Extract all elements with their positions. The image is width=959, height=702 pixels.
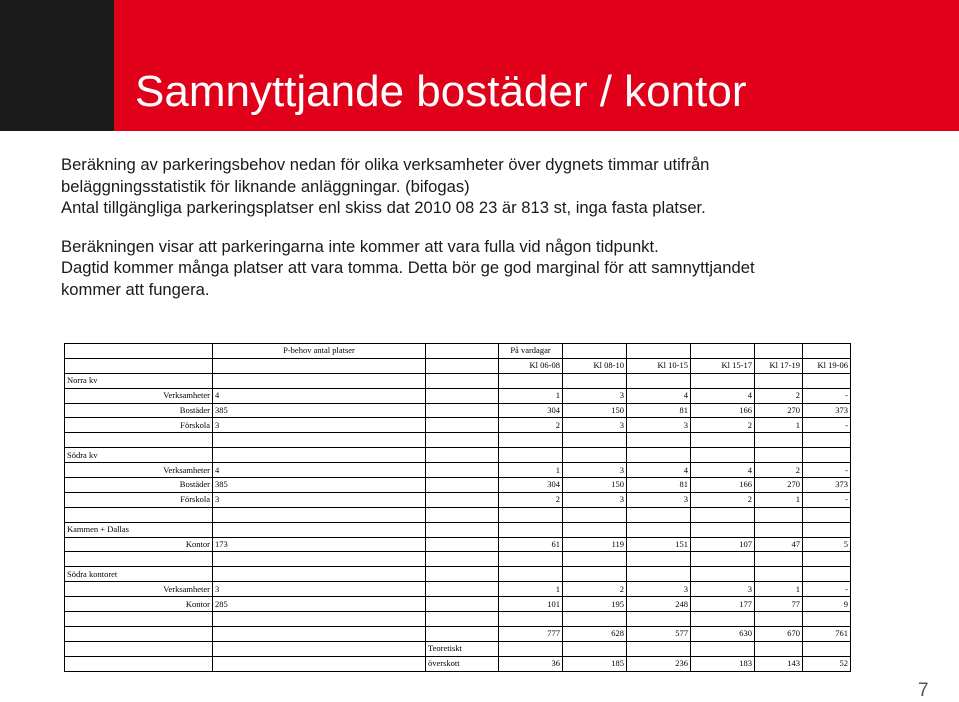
spacer-row [65, 507, 851, 522]
group-name: Kammen + Dallas [65, 522, 213, 537]
group-row [65, 373, 851, 388]
table-cell-empty [426, 463, 499, 478]
row-label: Kontor [65, 597, 213, 612]
overskott-value: 143 [755, 656, 803, 671]
table-cell-empty [65, 507, 213, 522]
data-row [65, 463, 851, 478]
time-value: 270 [755, 403, 803, 418]
table-cell-empty [65, 344, 213, 359]
table-cell-empty [65, 358, 213, 373]
table-cell-empty [691, 448, 755, 463]
row-label: Verksamheter [65, 388, 213, 403]
table-cell-empty [563, 522, 627, 537]
table-cell-empty [691, 567, 755, 582]
overskott-value: 36 [499, 656, 563, 671]
time-value: 2 [755, 463, 803, 478]
overskott-value: 236 [627, 656, 691, 671]
table-cell-empty [65, 626, 213, 641]
table-cell-empty [627, 507, 691, 522]
time-value: 270 [755, 478, 803, 493]
table-cell-empty [803, 448, 851, 463]
table-cell-empty [65, 612, 213, 627]
text-line: beläggningsstatistik för liknande anläggningar. (bifogas) [61, 176, 470, 196]
time-value: 3 [563, 492, 627, 507]
table-cell-empty [426, 344, 499, 359]
data-row [65, 478, 851, 493]
table-cell-empty [426, 612, 499, 627]
table-cell-empty [426, 358, 499, 373]
time-value: 1 [755, 418, 803, 433]
table-cell-empty [755, 448, 803, 463]
time-value: 195 [563, 597, 627, 612]
time-value: 150 [563, 478, 627, 493]
data-row [65, 537, 851, 552]
header-dark-block [0, 0, 114, 131]
parking-table [64, 343, 851, 672]
table-cell-empty [627, 641, 691, 656]
total-value: 577 [627, 626, 691, 641]
time-value: 3 [691, 582, 755, 597]
table-cell-empty [627, 373, 691, 388]
pbehov-value: 173 [213, 537, 426, 552]
table-cell-empty [627, 433, 691, 448]
time-header: Kl 10-15 [627, 358, 691, 373]
text-line: Beräkningen visar att parkeringarna inte kommer att vara fulla vid någon tidpunkt. [61, 236, 659, 256]
pbehov-value: 4 [213, 388, 426, 403]
table-cell-empty [803, 522, 851, 537]
table-cell-empty [691, 612, 755, 627]
pbehov-value: 285 [213, 597, 426, 612]
table-cell-empty [426, 418, 499, 433]
time-header: Kl 06-08 [499, 358, 563, 373]
time-value: 3 [627, 582, 691, 597]
group-name: Södra kv [65, 448, 213, 463]
table-cell-empty [213, 448, 426, 463]
table-cell-empty [755, 567, 803, 582]
time-value: 2 [691, 418, 755, 433]
table-cell-empty [213, 433, 426, 448]
pbehov-value: 385 [213, 478, 426, 493]
table-cell-empty [213, 373, 426, 388]
time-header: Kl 19-06 [803, 358, 851, 373]
table-cell-empty [755, 612, 803, 627]
table-cell-empty [627, 344, 691, 359]
table-cell-empty [213, 641, 426, 656]
table-cell-empty [426, 537, 499, 552]
table-cell-empty [65, 641, 213, 656]
time-value: - [803, 463, 851, 478]
table-cell-empty [627, 448, 691, 463]
data-row [65, 388, 851, 403]
overskott-value: 52 [803, 656, 851, 671]
time-value: 373 [803, 478, 851, 493]
time-value: 101 [499, 597, 563, 612]
table-cell-empty [627, 522, 691, 537]
time-value: 77 [755, 597, 803, 612]
time-value: 3 [563, 418, 627, 433]
group-name: Norra kv [65, 373, 213, 388]
row-label: Verksamheter [65, 463, 213, 478]
table-cell-empty [563, 567, 627, 582]
vardagar-header: På vardagar [499, 344, 563, 359]
table-cell-empty [65, 656, 213, 671]
table-cell-empty [426, 522, 499, 537]
pbehov-value: 3 [213, 418, 426, 433]
table-cell-empty [426, 388, 499, 403]
table-cell-empty [627, 567, 691, 582]
table-cell-empty [563, 552, 627, 567]
table-cell-empty [426, 582, 499, 597]
row-label: Förskola [65, 492, 213, 507]
time-value: 151 [627, 537, 691, 552]
group-name: Södra kontoret [65, 567, 213, 582]
table-cell-empty [213, 552, 426, 567]
time-value: 304 [499, 403, 563, 418]
table-cell-empty [426, 478, 499, 493]
table-cell-empty [691, 552, 755, 567]
time-value: 4 [691, 388, 755, 403]
time-value: 4 [627, 463, 691, 478]
time-value: 9 [803, 597, 851, 612]
time-value: 61 [499, 537, 563, 552]
time-value: - [803, 582, 851, 597]
table-cell-empty [499, 567, 563, 582]
table-cell-empty [426, 507, 499, 522]
table-cell-empty [691, 641, 755, 656]
table-cell-empty [803, 641, 851, 656]
table-cell-empty [755, 507, 803, 522]
table-cell-empty [499, 522, 563, 537]
table-cell-empty [563, 433, 627, 448]
time-value: 4 [627, 388, 691, 403]
table-cell-empty [563, 448, 627, 463]
table-cell-empty [691, 522, 755, 537]
table-cell-empty [563, 344, 627, 359]
data-row [65, 418, 851, 433]
time-value: 3 [563, 463, 627, 478]
time-value: 177 [691, 597, 755, 612]
table-cell-empty [65, 433, 213, 448]
table-cell-empty [499, 552, 563, 567]
table-cell-empty [755, 552, 803, 567]
slide-number: 7 [918, 680, 929, 701]
table-cell-empty [213, 358, 426, 373]
table-cell-empty [803, 507, 851, 522]
overskott-value: 185 [563, 656, 627, 671]
group-row [65, 448, 851, 463]
row-label: Förskola [65, 418, 213, 433]
slide-title: Samnyttjande bostäder / kontor [135, 67, 747, 116]
data-row [65, 582, 851, 597]
time-value: 119 [563, 537, 627, 552]
pbehov-header: P-behov antal platser [213, 344, 426, 359]
table-cell-empty [627, 612, 691, 627]
table-cell-empty [803, 433, 851, 448]
time-value: 166 [691, 403, 755, 418]
time-value: 248 [627, 597, 691, 612]
table-cell-empty [426, 492, 499, 507]
table-cell-empty [499, 641, 563, 656]
total-value: 670 [755, 626, 803, 641]
time-value: - [803, 492, 851, 507]
time-value: 47 [755, 537, 803, 552]
body-text [61, 154, 941, 300]
pbehov-value: 4 [213, 463, 426, 478]
pbehov-value: 3 [213, 582, 426, 597]
row-label: Bostäder [65, 478, 213, 493]
data-row [65, 403, 851, 418]
header-row [65, 344, 851, 359]
group-row [65, 567, 851, 582]
table-cell-empty [499, 373, 563, 388]
table-cell-empty [691, 344, 755, 359]
table-cell-empty [803, 373, 851, 388]
pbehov-value: 385 [213, 403, 426, 418]
table-cell-empty [213, 656, 426, 671]
table-cell-empty [426, 626, 499, 641]
time-value: 81 [627, 403, 691, 418]
total-value: 628 [563, 626, 627, 641]
time-value: - [803, 388, 851, 403]
table-cell-empty [691, 507, 755, 522]
table-cell-empty [563, 373, 627, 388]
table-cell-empty [755, 433, 803, 448]
time-value: 5 [803, 537, 851, 552]
table-cell-empty [426, 552, 499, 567]
time-value: 304 [499, 478, 563, 493]
table-cell-empty [803, 612, 851, 627]
table-cell-empty [499, 612, 563, 627]
time-value: 2 [755, 388, 803, 403]
table-cell-empty [691, 373, 755, 388]
table-cell-empty [755, 344, 803, 359]
row-label: Bostäder [65, 403, 213, 418]
time-value: 2 [499, 418, 563, 433]
time-value: 2 [499, 492, 563, 507]
time-value: 3 [627, 418, 691, 433]
overskott-label: överskott [426, 656, 499, 671]
table-cell-empty [213, 626, 426, 641]
table-cell-empty [803, 567, 851, 582]
overskott-value: 183 [691, 656, 755, 671]
time-value: 2 [563, 582, 627, 597]
time-value: 166 [691, 478, 755, 493]
time-value: 1 [755, 582, 803, 597]
pbehov-value: 3 [213, 492, 426, 507]
time-value: 81 [627, 478, 691, 493]
time-value: 373 [803, 403, 851, 418]
table-cell-empty [426, 403, 499, 418]
time-value: 107 [691, 537, 755, 552]
time-value: 1 [499, 463, 563, 478]
overskott-row [65, 656, 851, 671]
table-cell-empty [563, 507, 627, 522]
table-cell-empty [499, 433, 563, 448]
table-cell-empty [213, 522, 426, 537]
teoretiskt-row [65, 641, 851, 656]
table-cell-empty [563, 612, 627, 627]
time-value: 150 [563, 403, 627, 418]
time-value: 1 [755, 492, 803, 507]
time-value: 4 [691, 463, 755, 478]
total-value: 761 [803, 626, 851, 641]
table-cell-empty [213, 567, 426, 582]
total-value: 777 [499, 626, 563, 641]
table-cell-empty [803, 344, 851, 359]
paragraph-2 [61, 236, 941, 301]
table-cell-empty [426, 373, 499, 388]
table-cell-empty [499, 507, 563, 522]
time-header: Kl 15-17 [691, 358, 755, 373]
row-label: Verksamheter [65, 582, 213, 597]
time-value: 1 [499, 388, 563, 403]
table-cell-empty [65, 552, 213, 567]
text-line: Antal tillgängliga parkeringsplatser enl skiss dat 2010 08 23 är 813 st, inga fasta platser. [61, 198, 706, 217]
spacer-row [65, 433, 851, 448]
table-cell-empty [563, 641, 627, 656]
text-line: kommer att fungera. [61, 279, 210, 299]
text-line: Beräkning av parkeringsbehov nedan för olika verksamheter över dygnets timmar utifrån [61, 155, 710, 174]
table-cell-empty [426, 567, 499, 582]
table-cell-empty [213, 612, 426, 627]
spacer-row [65, 612, 851, 627]
table-cell-empty [627, 552, 691, 567]
time-header: Kl 17-19 [755, 358, 803, 373]
table-cell-empty [755, 522, 803, 537]
table-cell-empty [426, 448, 499, 463]
time-value: 1 [499, 582, 563, 597]
table-cell-empty [213, 507, 426, 522]
total-value: 630 [691, 626, 755, 641]
table-cell-empty [755, 373, 803, 388]
time-value: 2 [691, 492, 755, 507]
group-row [65, 522, 851, 537]
teoretiskt-label: Teoretiskt [426, 641, 499, 656]
table-cell-empty [691, 433, 755, 448]
totals-row [65, 626, 851, 641]
table-cell-empty [755, 641, 803, 656]
table-cell-empty [803, 552, 851, 567]
time-header: Kl 08-10 [563, 358, 627, 373]
spacer-row [65, 552, 851, 567]
row-label: Kontor [65, 537, 213, 552]
time-value: 3 [563, 388, 627, 403]
text-line: Dagtid kommer många platser att vara tomma. Detta bör ge god marginal för att samnyttjandet [61, 258, 755, 277]
time-value: 3 [627, 492, 691, 507]
table-cell-empty [499, 448, 563, 463]
time-header-row [65, 358, 851, 373]
paragraph-1 [61, 154, 941, 219]
table-cell-empty [426, 597, 499, 612]
time-value: - [803, 418, 851, 433]
data-row [65, 597, 851, 612]
data-row [65, 492, 851, 507]
table-cell-empty [426, 433, 499, 448]
